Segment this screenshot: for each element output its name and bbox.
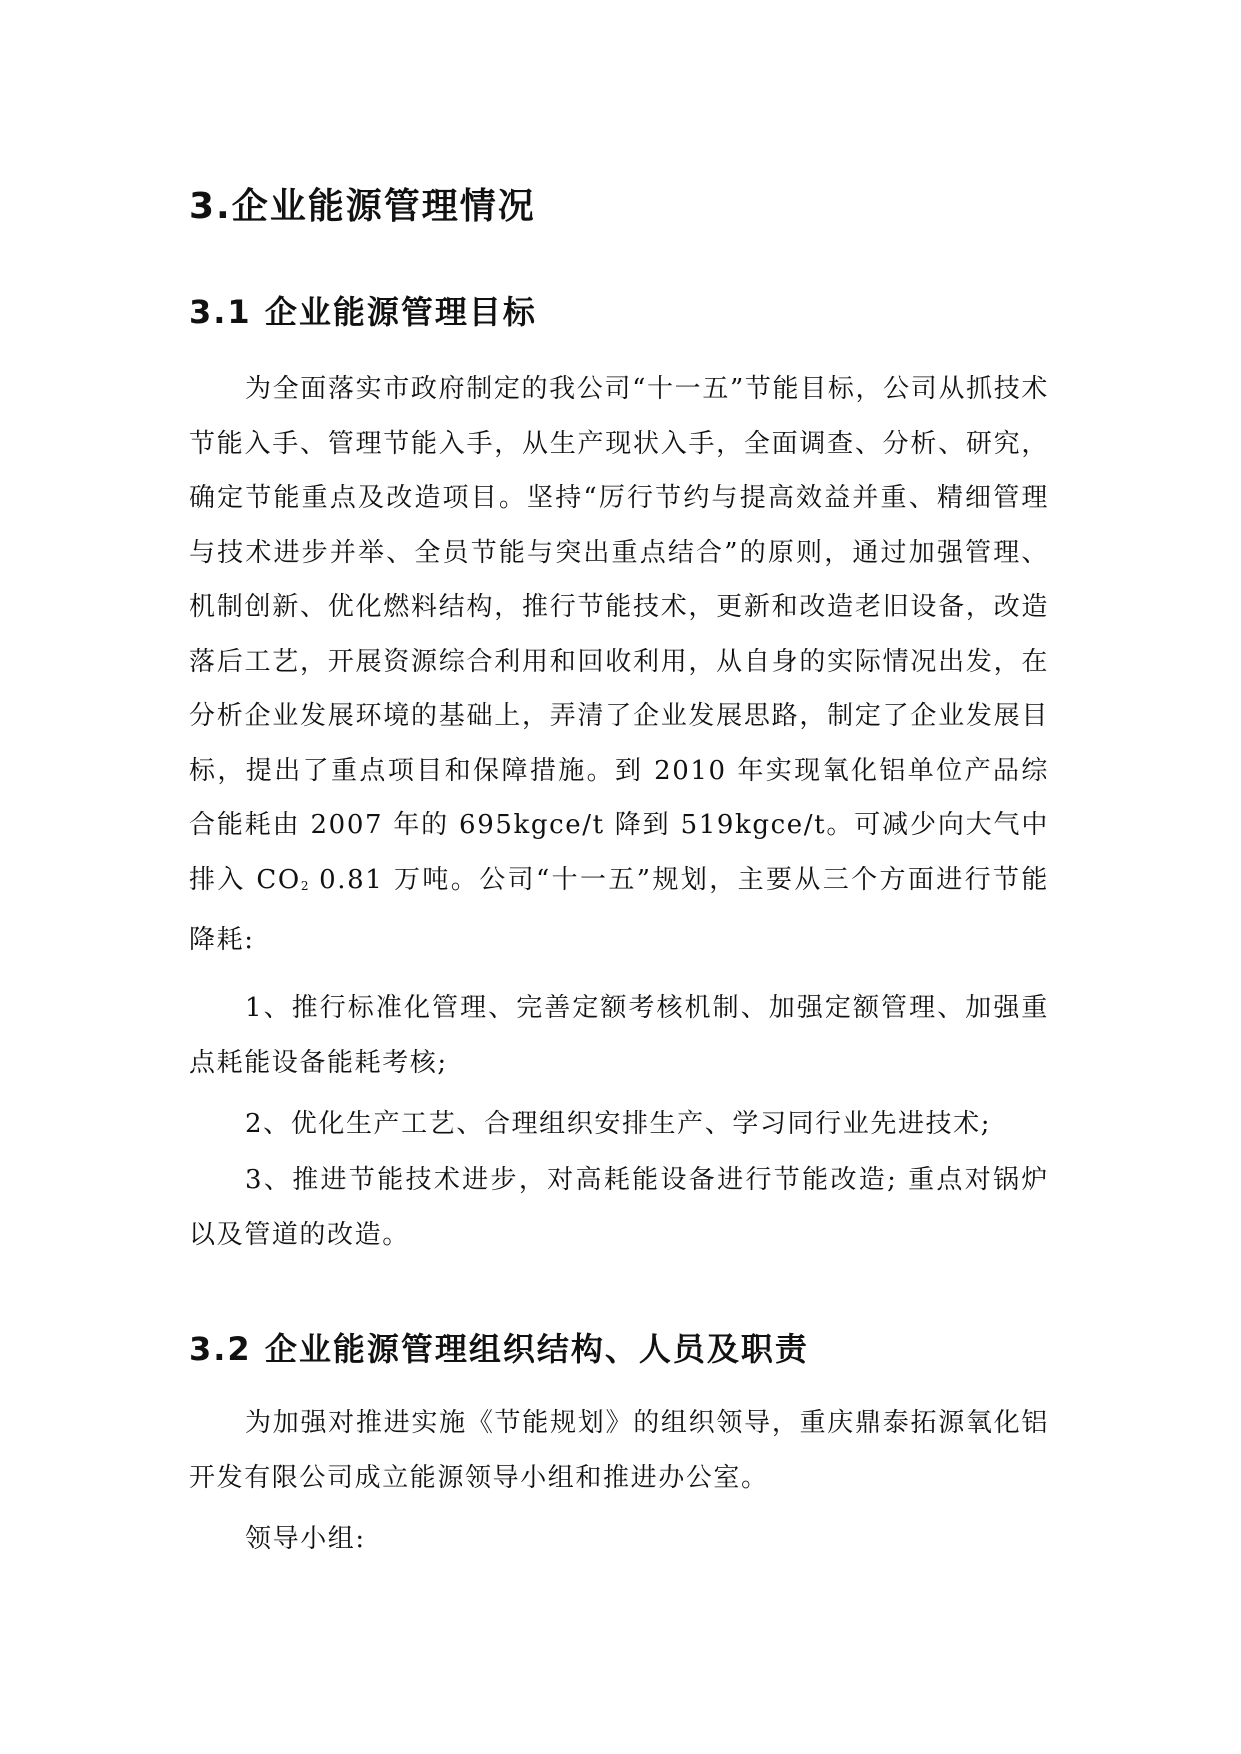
energy-goals-text-part1: 为全面落实市政府制定的我公司“十一五”节能目标，公司从抓技术节能入手、管理节能入手，从生产现状入手，全面调查、分析、研究，确定节能重点及改造项目。坚持“厉行节约与提高效益并重、精细管理与技术进步并举、全员节能与突出重点结合”的原则，通过加强管理、机制创新、优化燃料结构，推行节能技术，更新和改造老旧设备，改造落后工艺，开展资源综合利用和回收利用，从自身的实际情况出发，在分析企业发展环境的基础上，弄清了企业发展思路，制定了企业发展目标，提出了重点项目和保障措施。到 2010 年实现氧化铝单位产品综合能耗由 2007 年的 695kgce/t 降到 519kgce/t。可减少向大气中排入 CO xyxy=(189,374,1049,895)
list-item-1: 1、推行标准化管理、完善定额考核机制、加强定额管理、加强重点耗能设备能耗考核; xyxy=(189,993,1049,1078)
leadership-group-label: 领导小组: xyxy=(245,1524,366,1554)
list-item-3: 3、推进节能技术进步，对高耗能设备进行节能改造; 重点对锅炉以及管道的改造。 xyxy=(189,1165,1049,1250)
energy-goals-text-part2: 0.81 万吨。公司“十一五”规划，主要从三个方面进行节能降耗: xyxy=(189,864,1049,955)
organization-paragraph: 为加强对推进实施《节能规划》的组织领导，重庆鼎泰拓源氧化铝开发有限公司成立能源领导小组和推进办公室。 xyxy=(189,1408,1049,1493)
subsection-title-organization: 3.2 企业能源管理组织结构、人员及职责 xyxy=(189,1330,809,1368)
co2-subscript: 2 xyxy=(300,878,309,893)
energy-goals-paragraph xyxy=(189,362,1049,968)
section-title: 3.企业能源管理情况 xyxy=(189,186,536,227)
subsection-title-energy-goals: 3.1 企业能源管理目标 xyxy=(189,293,537,331)
list-item-2: 2、优化生产工艺、合理组织安排生产、学习同行业先进技术; xyxy=(245,1109,992,1139)
